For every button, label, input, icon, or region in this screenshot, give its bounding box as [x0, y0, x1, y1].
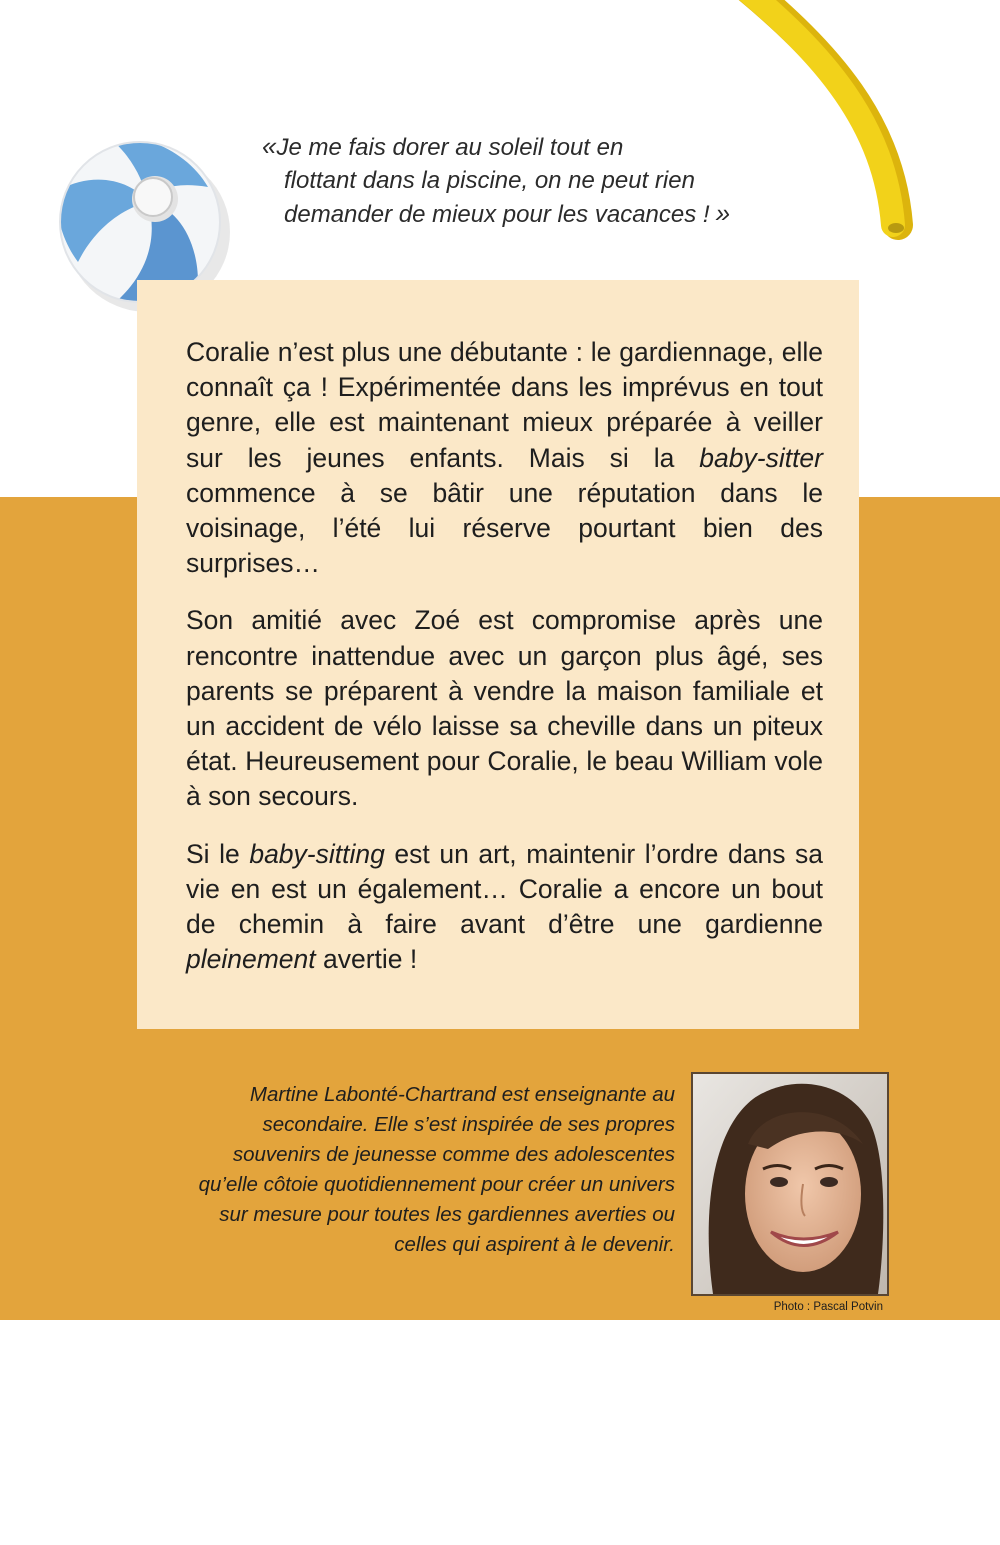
quote-line: flottant dans la piscine, on ne peut rien: [284, 167, 695, 194]
author-bio-line: Martine Labonté-Chartrand est enseignante au: [249, 1083, 675, 1106]
quote-line: Je me fais dorer au soleil tout en: [276, 134, 624, 161]
quote-line: demander de mieux pour les vacances !: [284, 201, 710, 228]
synopsis-text: avertie !: [315, 944, 418, 975]
synopsis-text: Coralie n’est plus une débutante : le gardiennage, elle connaît ça ! Expérimentée dans les imprévus en tout genre, elle est maintenant mieux préparée à veiller sur les jeunes enfants. Mais si la: [186, 337, 823, 473]
synopsis-paragraph-3: [186, 837, 823, 978]
pull-quote: [262, 130, 822, 231]
synopsis-emphasis: pleinement: [186, 944, 316, 975]
author-bio: [120, 1080, 675, 1260]
synopsis-text: Si le: [186, 838, 250, 869]
author-bio-line: secondaire. Elle s’est inspirée de ses propres: [262, 1113, 675, 1136]
synopsis-text: commence à se bâtir une réputation dans le voisinage, l’été lui réserve pourtant bien des surprises…: [186, 477, 823, 579]
synopsis-box: [137, 280, 859, 1029]
synopsis-paragraph-2: Son amitié avec Zoé est compromise après une rencontre inattendue avec un garçon plus âgé, ses parents se préparent à vendre la maison familiale et un accident de vélo laisse sa cheville dans un piteux état. Heureusement pour Coralie, le beau William vole à son secours.: [186, 605, 823, 812]
author-portrait-image: [693, 1074, 887, 1294]
synopsis-emphasis: baby-sitting: [249, 838, 385, 869]
author-bio-line: celles qui aspirent à le devenir.: [394, 1233, 675, 1256]
author-bio-line: qu’elle côtoie quotidiennement pour créer un univers: [198, 1173, 675, 1196]
author-bio-line: sur mesure pour toutes les gardiennes averties ou: [219, 1203, 675, 1226]
quote-close-mark: »: [715, 198, 727, 228]
author-bio-line: souvenirs de jeunesse comme des adolescentes: [232, 1143, 675, 1166]
synopsis-text: est un art, maintenir l’ordre dans sa vie en est un également… Coralie a encore un bout de chemin à faire avant d’être une gardienne: [186, 838, 823, 940]
photo-credit: Photo : Pascal Potvin: [773, 1301, 883, 1313]
synopsis-emphasis: baby-sitter: [699, 442, 823, 473]
synopsis-paragraph-1: [186, 335, 823, 581]
author-photo: [691, 1072, 889, 1296]
quote-open-mark: «: [262, 131, 273, 161]
